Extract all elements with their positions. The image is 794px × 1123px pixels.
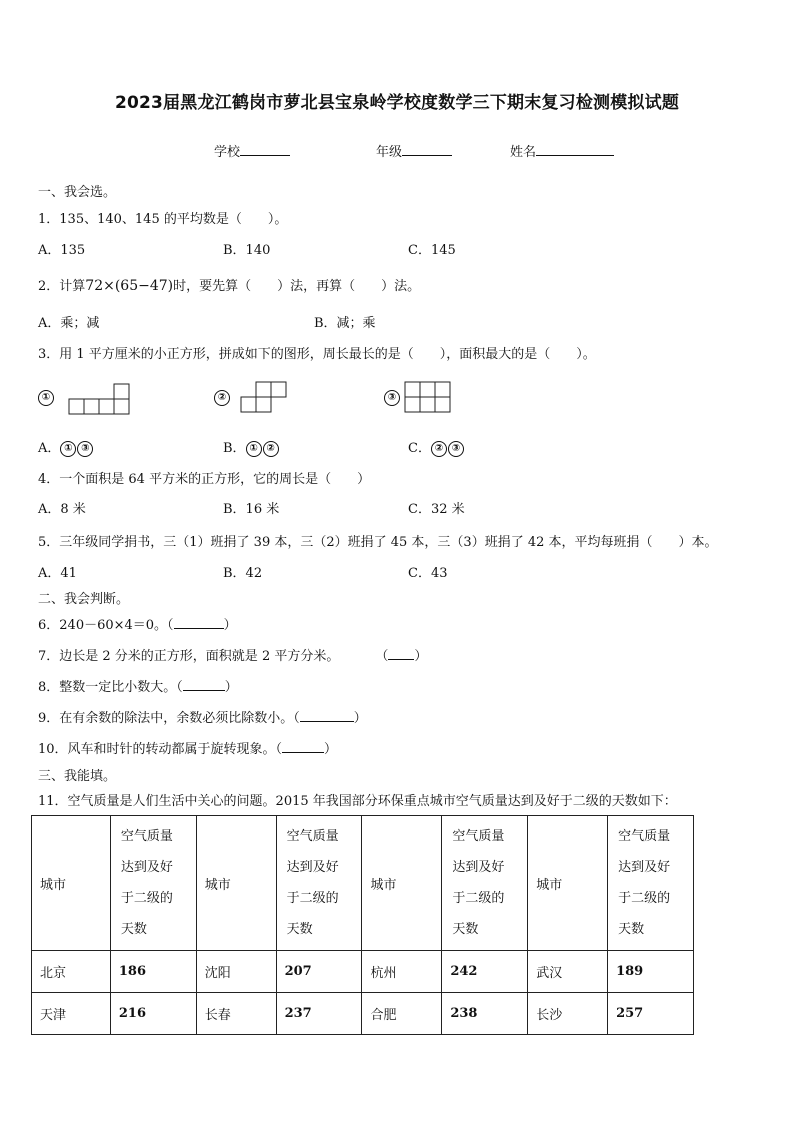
table-header-row bbox=[32, 816, 694, 951]
days-cell: 238 bbox=[442, 993, 528, 1035]
days-cell: 207 bbox=[276, 951, 362, 993]
section-heading: 一、我会选。 bbox=[38, 185, 117, 200]
school-label: 学校 bbox=[214, 145, 241, 160]
school-blank[interactable] bbox=[240, 142, 290, 156]
q4-option-c[interactable]: C．32 米 bbox=[408, 502, 465, 517]
figure-3-label: ③ bbox=[384, 390, 401, 406]
city-cell: 北京 bbox=[32, 951, 111, 993]
header-days: 空气质量 达到及好 于二级的 天数 bbox=[110, 816, 196, 951]
q4-option-a[interactable]: A．8 米 bbox=[38, 502, 86, 517]
city-cell: 杭州 bbox=[362, 951, 442, 993]
grade-blank[interactable] bbox=[402, 142, 452, 156]
question-2 bbox=[38, 275, 420, 294]
name-blank[interactable] bbox=[536, 142, 614, 156]
name-label: 姓名 bbox=[510, 145, 537, 160]
grade-label: 年级 bbox=[376, 145, 403, 160]
q8-answer-blank[interactable] bbox=[183, 678, 225, 691]
city-cell: 沈阳 bbox=[196, 951, 276, 993]
header-days: 空气质量 达到及好 于二级的 天数 bbox=[276, 816, 362, 951]
header-days: 空气质量 达到及好 于二级的 天数 bbox=[442, 816, 528, 951]
question-4: 4．一个面积是 64 平方米的正方形，它的周长是（ ） bbox=[38, 472, 371, 487]
header-days: 空气质量 达到及好 于二级的 天数 bbox=[608, 816, 694, 951]
q9-answer-blank[interactable] bbox=[300, 709, 354, 722]
figure-3-shape bbox=[404, 381, 452, 413]
figure-1-shape bbox=[68, 383, 132, 415]
city-cell: 天津 bbox=[32, 993, 111, 1035]
question-3: 3．用 1 平方厘米的小正方形，拼成如下的图形，周长最长的是（ ），面积最大的是（ ）。 bbox=[38, 347, 596, 362]
q5-option-a[interactable]: A．41 bbox=[38, 566, 77, 581]
q2-suffix: 时，要先算（ ）法，再算（ ）法。 bbox=[173, 279, 421, 294]
question-5: 5．三年级同学捐书，三（1）班捐了 39 本，三（2）班捐了 45 本，三（3）班捐了 42 本，平均每班捐（ ）本。 bbox=[38, 535, 718, 550]
q6-answer-blank[interactable] bbox=[174, 616, 224, 629]
school-field[interactable] bbox=[214, 141, 290, 160]
figure-2-label: ② bbox=[214, 390, 231, 406]
q3-option-c[interactable]: C． ② ③ bbox=[408, 437, 465, 457]
question-7: 7．边长是 2 分米的正方形，面积就是 2 平方分米。 （ ） bbox=[38, 649, 428, 664]
days-cell: 189 bbox=[608, 951, 694, 993]
q1-option-c[interactable]: C．145 bbox=[408, 243, 456, 258]
question-1: 1．135、140、145 的平均数是（ ）。 bbox=[38, 212, 288, 227]
q10-answer-blank[interactable] bbox=[282, 740, 324, 753]
header-city: 城市 bbox=[362, 816, 442, 951]
q1-option-b[interactable]: B．140 bbox=[223, 243, 271, 258]
air-quality-table bbox=[31, 815, 694, 1035]
header-city: 城市 bbox=[32, 816, 111, 951]
name-field[interactable] bbox=[510, 141, 614, 160]
q3-option-a[interactable]: A． ① ③ bbox=[38, 437, 94, 457]
days-cell: 257 bbox=[608, 993, 694, 1035]
q3-option-b[interactable]: B． ① ② bbox=[223, 437, 280, 457]
days-cell: 237 bbox=[276, 993, 362, 1035]
question-10: 10．风车和时针的转动都属于旋转现象。（ ） bbox=[38, 742, 338, 757]
question-11: 11．空气质量是人们生活中关心的问题。2015 年我国部分环保重点城市空气质量达到及好于二级的天数如下： bbox=[38, 794, 677, 809]
question-6: 6．240－60×4＝0。（ ） bbox=[38, 618, 237, 633]
days-cell: 186 bbox=[110, 951, 196, 993]
q7-answer-blank[interactable] bbox=[388, 647, 414, 660]
city-cell: 长沙 bbox=[528, 993, 608, 1035]
q4-option-b[interactable]: B．16 米 bbox=[223, 502, 280, 517]
section-heading: 二、我会判断。 bbox=[38, 592, 130, 607]
grade-field[interactable] bbox=[376, 141, 452, 160]
question-8: 8．整数一定比小数大。（ ） bbox=[38, 680, 238, 695]
table-row bbox=[32, 993, 694, 1035]
header-city: 城市 bbox=[196, 816, 276, 951]
q5-option-c[interactable]: C．43 bbox=[408, 566, 448, 581]
q1-option-a[interactable]: A．135 bbox=[38, 243, 86, 258]
header-city: 城市 bbox=[528, 816, 608, 951]
section-heading: 三、我能填。 bbox=[38, 769, 117, 784]
city-cell: 武汉 bbox=[528, 951, 608, 993]
q5-option-b[interactable]: B．42 bbox=[223, 566, 263, 581]
q2-prefix: 2．计算 bbox=[38, 279, 86, 294]
days-cell: 216 bbox=[110, 993, 196, 1035]
q2-expression: 72×(65−47) bbox=[85, 278, 174, 294]
figure-2-shape bbox=[240, 381, 290, 413]
days-cell: 242 bbox=[442, 951, 528, 993]
page-title: 2023届黑龙江鹤岗市萝北县宝泉岭学校度数学三下期末复习检测模拟试题 bbox=[114, 93, 680, 113]
city-cell: 长春 bbox=[196, 993, 276, 1035]
figure-1-label: ① bbox=[38, 390, 55, 406]
table-row bbox=[32, 951, 694, 993]
city-cell: 合肥 bbox=[362, 993, 442, 1035]
question-9: 9．在有余数的除法中，余数必须比除数小。（ ） bbox=[38, 711, 367, 726]
q2-option-b[interactable]: B．减；乘 bbox=[314, 316, 376, 331]
q2-option-a[interactable]: A．乘；减 bbox=[38, 316, 100, 331]
